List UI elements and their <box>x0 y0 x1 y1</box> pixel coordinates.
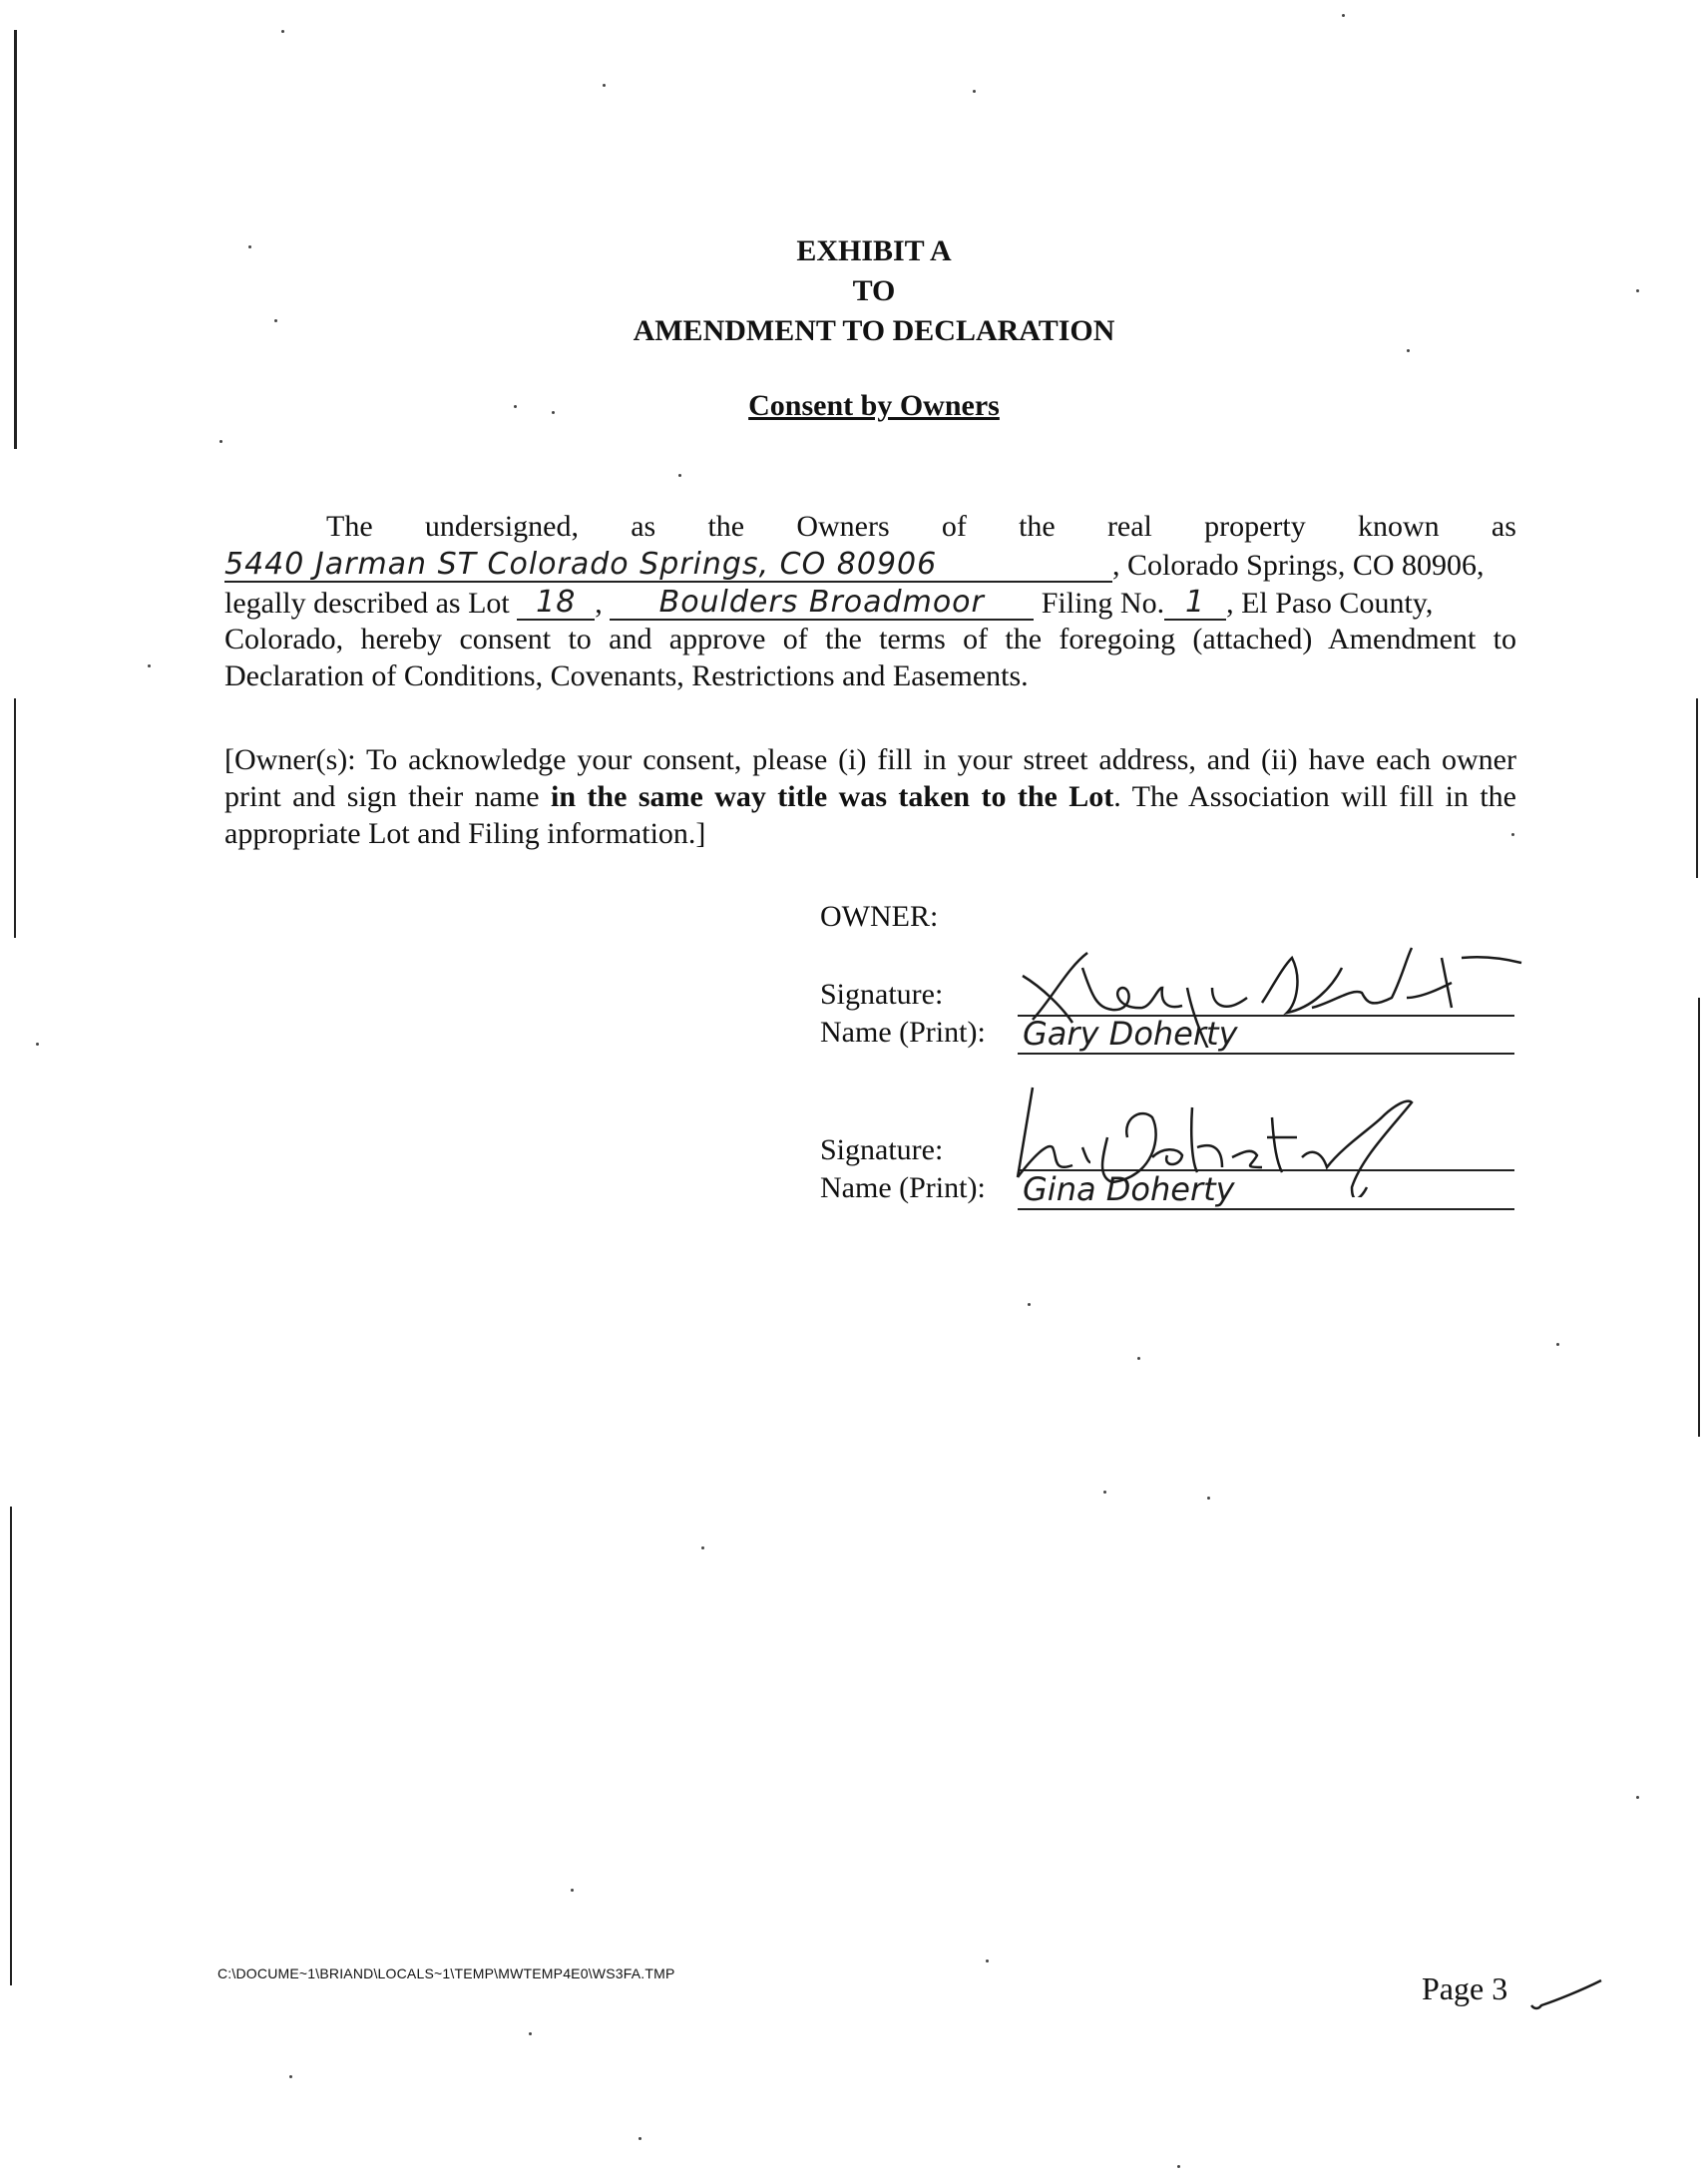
scan-edge-left-bottom <box>10 1507 12 1985</box>
filing-field <box>1164 585 1226 621</box>
filing-number-handwritten: 1 <box>1185 585 1206 620</box>
instructions-text-end: . The Association will fill in the appropriate Lot and Filing information.] <box>224 780 1516 850</box>
county-suffix: , El Paso County, <box>1226 587 1434 620</box>
signature-label-2: Signature: <box>820 1133 944 1166</box>
name-line-1 <box>1018 1053 1514 1055</box>
lot-prefix: legally described as Lot <box>224 587 510 620</box>
paragraph1-line4: Colorado, hereby consent to and approve of the terms of the foregoing (attached) Amendment to <box>224 623 1516 655</box>
instructions-paragraph <box>224 741 1516 852</box>
lot-comma: , <box>595 587 603 620</box>
word: as <box>1491 510 1516 543</box>
scan-speck <box>219 440 222 443</box>
scan-speck <box>529 2032 532 2035</box>
scan-speck <box>986 1959 989 1962</box>
word: Owners <box>796 510 890 543</box>
word: known <box>1357 510 1440 543</box>
exhibit-title: EXHIBIT A <box>796 234 952 267</box>
subdivision-handwritten: Boulders Broadmoor <box>658 585 985 620</box>
paragraph1-line2 <box>224 547 1516 584</box>
scan-speck <box>1207 1497 1210 1500</box>
word: the <box>707 510 745 543</box>
file-path: C:\DOCUME~1\BRIAND\LOCALS~1\TEMP\MWTEMP4E0\WS3FA.TMP <box>217 1965 675 1981</box>
scan-speck <box>701 1546 704 1549</box>
scan-edge-right <box>1696 698 1698 878</box>
address-field <box>224 547 1112 583</box>
scan-speck <box>1028 1303 1031 1306</box>
scan-speck <box>1177 2165 1180 2168</box>
scan-speck <box>639 2137 641 2140</box>
consent-heading: Consent by Owners <box>748 389 1000 422</box>
address-suffix: , Colorado Springs, CO 80906, <box>1112 549 1485 582</box>
scan-speck <box>1103 1491 1106 1494</box>
subdivision-field <box>610 585 1034 621</box>
scan-speck <box>1137 1357 1140 1360</box>
scan-speck <box>678 474 681 477</box>
initial-mark <box>1526 1975 1606 2015</box>
exhibit-subject: AMENDMENT TO DECLARATION <box>633 314 1115 347</box>
scan-speck <box>1342 14 1345 17</box>
paragraph1-line3 <box>224 585 1516 622</box>
word: real <box>1106 510 1152 543</box>
word: as <box>631 510 656 543</box>
scan-speck <box>571 1889 574 1892</box>
paragraph1-line5: Declaration of Conditions, Covenants, Restrictions and Easements. <box>224 659 1029 692</box>
scan-edge-right-lower <box>1698 998 1700 1437</box>
printed-name-1: Gary Doherty <box>1023 1015 1238 1053</box>
word: undersigned, <box>424 510 579 543</box>
page-number: Page 3 <box>1422 1970 1508 2006</box>
scan-speck <box>973 90 976 93</box>
scan-speck <box>603 84 606 87</box>
word: The <box>326 510 373 543</box>
word: of <box>941 510 967 543</box>
lot-number-handwritten: 18 <box>536 585 577 620</box>
scan-speck <box>1636 1796 1639 1799</box>
name-line-2 <box>1018 1208 1514 1210</box>
lot-field <box>517 585 595 621</box>
scan-speck <box>281 30 284 33</box>
instructions-bold: in the same way title was taken to the Lot <box>550 780 1114 813</box>
scan-speck <box>148 664 151 667</box>
paragraph1-line1 <box>225 510 1516 547</box>
filing-prefix: Filing No. <box>1041 587 1165 620</box>
printed-name-2: Gina Doherty <box>1023 1170 1235 1208</box>
exhibit-to: TO <box>852 274 896 307</box>
address-handwritten: 5440 Jarman ST Colorado Springs, CO 80906 <box>224 547 938 582</box>
scan-edge-left-lower <box>14 698 16 938</box>
word: the <box>1019 510 1056 543</box>
owner-label: OWNER: <box>820 900 939 933</box>
name-label-2: Name (Print): <box>820 1171 986 1204</box>
scan-speck <box>1556 1343 1559 1346</box>
signature-label-1: Signature: <box>820 978 944 1011</box>
instructions-text: [Owner(s): To acknowledge your consent, please (i) fill in your street address, and (ii) have each owner print and sign their name <box>224 743 1516 813</box>
scan-speck <box>289 2075 292 2078</box>
name-label-1: Name (Print): <box>820 1016 986 1049</box>
scan-speck <box>36 1043 39 1046</box>
word: property <box>1204 510 1306 543</box>
